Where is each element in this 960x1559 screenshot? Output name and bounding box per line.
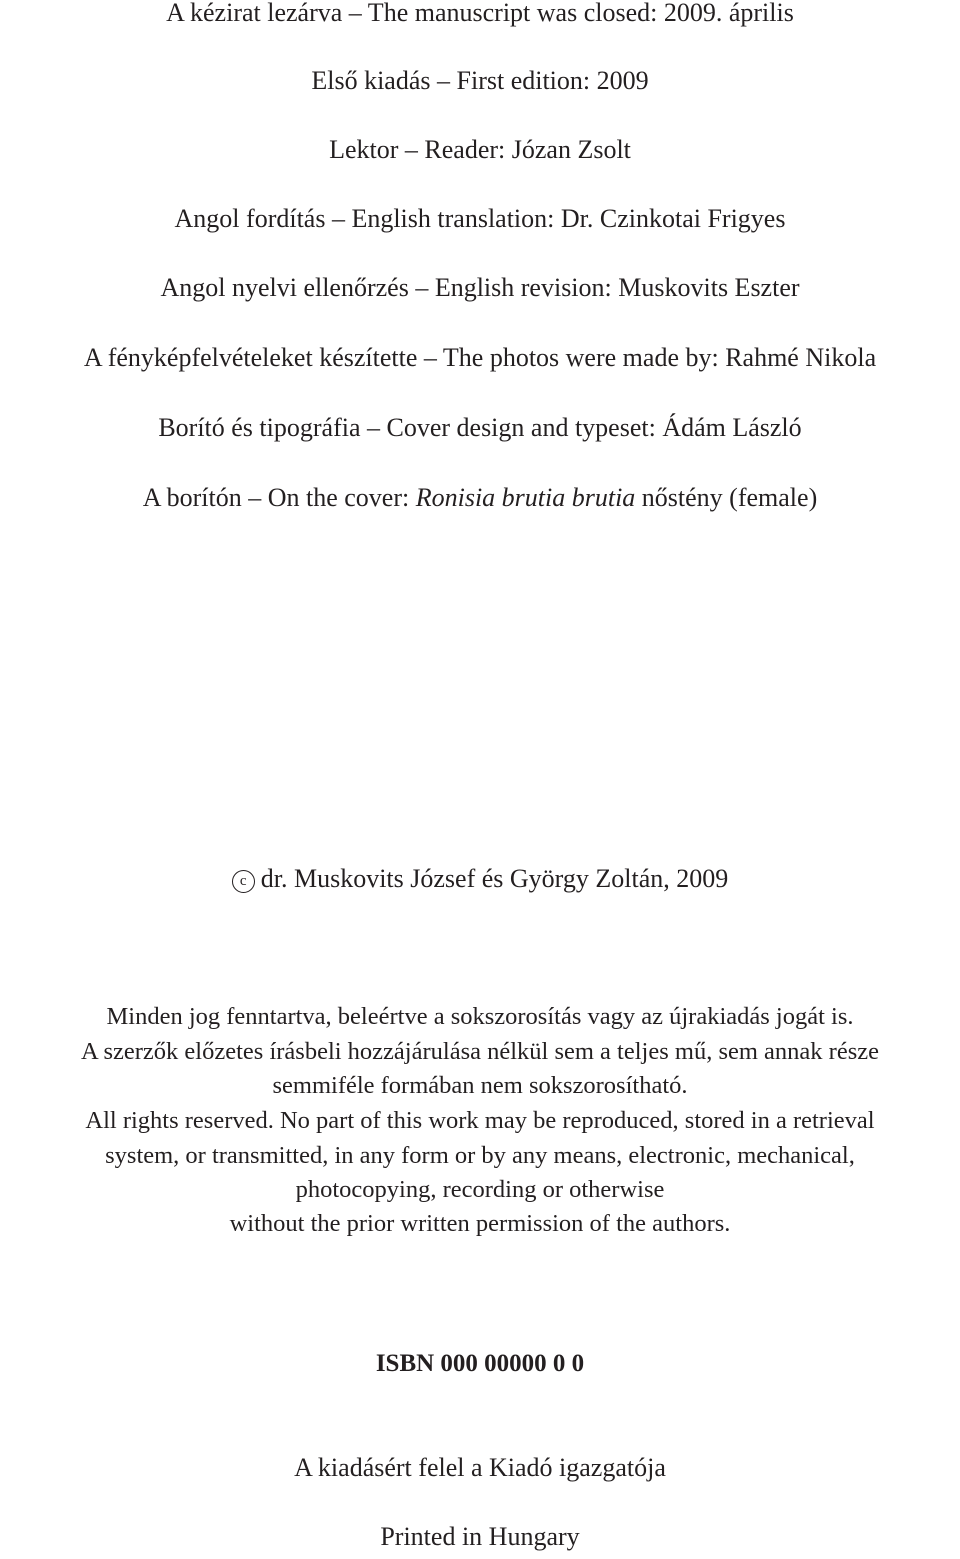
copyright-holders: dr. Muskovits József és György Zoltán, 2009	[260, 864, 729, 893]
rights-en-line-3: photocopying, recording or otherwise	[295, 1176, 665, 1203]
cover-species-name: Ronisia brutia brutia	[415, 483, 636, 512]
rights-en-line-2: system, or transmitted, in any form or by any means, electronic, mechanical,	[105, 1142, 855, 1169]
rights-en-line-4: without the prior written permission of the authors.	[229, 1210, 731, 1237]
revision-line: Angol nyelvi ellenőrzés – English revision: Muskovits Eszter	[160, 273, 800, 302]
isbn-line: ISBN 000 00000 0 0	[375, 1350, 585, 1377]
rights-hu-line-3: semmiféle formában nem sokszorosítható.	[272, 1072, 688, 1099]
printed-in-line: Printed in Hungary	[380, 1522, 580, 1551]
copyright-line	[0, 863, 960, 895]
rights-hu-line-2: A szerzők előzetes írásbeli hozzájárulása nélkül sem a teljes mű, sem annak része	[81, 1038, 879, 1065]
reader-line: Lektor – Reader: Józan Zsolt	[329, 135, 631, 164]
first-edition-line: Első kiadás – First edition: 2009	[311, 66, 649, 95]
manuscript-closed-line: A kézirat lezárva – The manuscript was closed: 2009. április	[166, 0, 794, 27]
cover-design-line: Borító és tipográfia – Cover design and typeset: Ádám László	[158, 413, 802, 442]
rights-en-line-1: All rights reserved. No part of this work may be reproduced, stored in a retrieval	[85, 1107, 875, 1134]
photos-line: A fényképfelvételeket készítette – The photos were made by: Rahmé Nikola	[83, 343, 877, 372]
translation-line: Angol fordítás – English translation: Dr. Czinkotai Frigyes	[174, 204, 786, 233]
rights-hu-line-1: Minden jog fenntartva, beleértve a sokszorosítás vagy az újrakiadás jogát is.	[106, 1003, 854, 1030]
copyright-icon: c	[232, 870, 255, 893]
cover-prefix: A borítón – On the cover:	[142, 483, 416, 512]
cover-description-line	[0, 482, 960, 514]
cover-suffix: nőstény (female)	[635, 483, 818, 512]
publisher-responsibility-line: A kiadásért felel a Kiadó igazgatója	[294, 1453, 666, 1482]
